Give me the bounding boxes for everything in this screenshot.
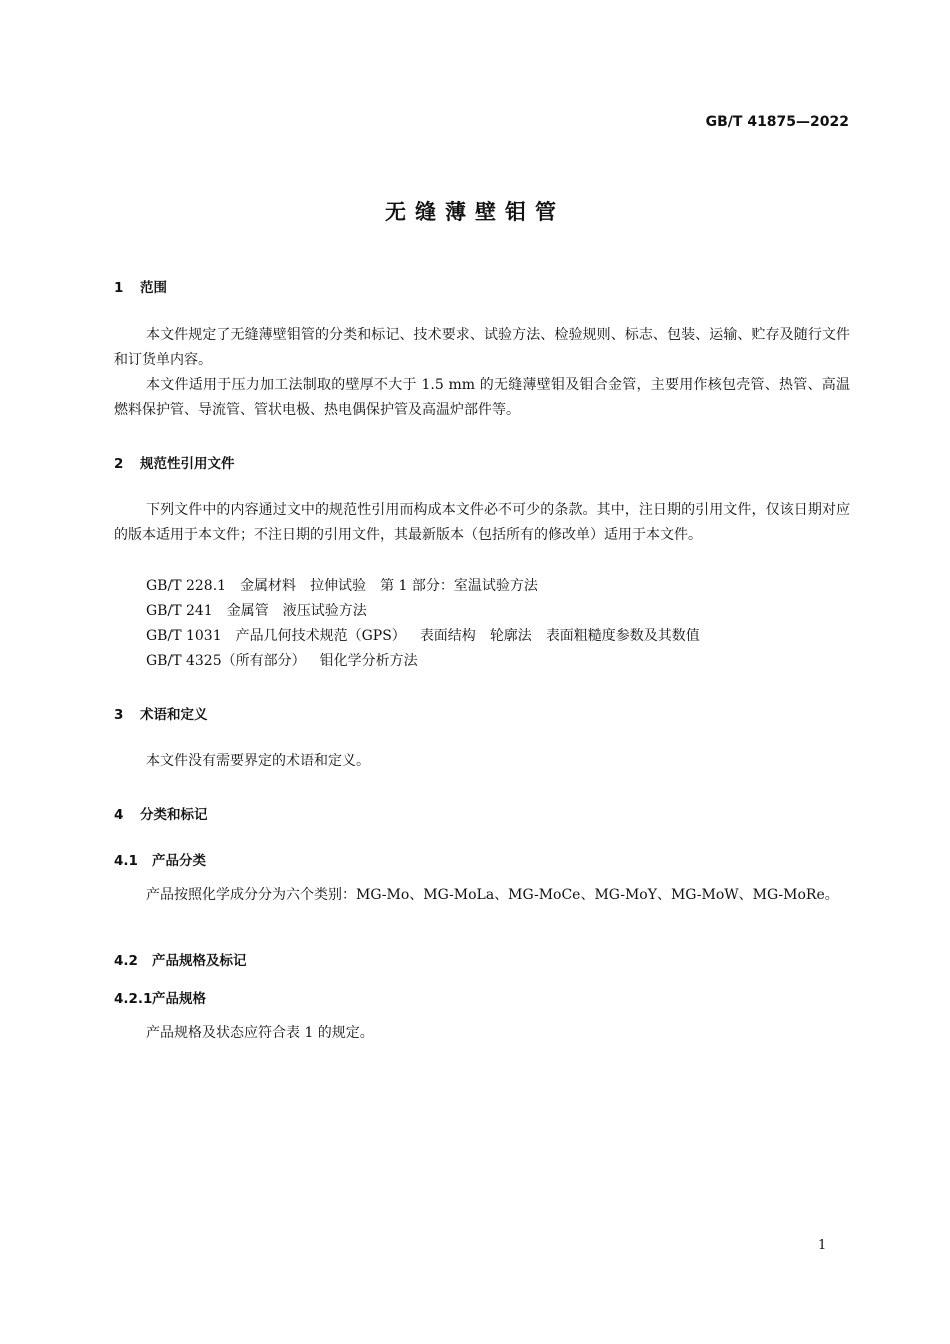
reference-title-part: 轮廓法	[489, 628, 532, 644]
section-4-2-heading	[114, 949, 247, 969]
section-number: 1	[114, 280, 124, 296]
section-4-1-paragraph-1: 产品按照化学成分分为六个类别：MG-Mo、MG-MoLa、MG-MoCe、MG-MoY、MG-MoW、MG-MoRe。	[146, 887, 839, 903]
section-title: 规范性引用文件	[140, 456, 235, 472]
section-1-paragraph-1: 本文件规定了无缝薄壁钼管的分类和标记、技术要求、试验方法、检验规则、标志、包装、运输、贮存及随行文件和订货单内容。	[114, 327, 850, 368]
reference-item	[146, 624, 700, 649]
reference-code: GB/T 4325（所有部分）	[146, 653, 306, 669]
section-1-heading	[114, 276, 167, 296]
section-number: 2	[114, 456, 124, 472]
reference-code: GB/T 228.1	[146, 578, 227, 594]
section-2-heading	[114, 452, 235, 472]
section-title: 术语和定义	[140, 707, 208, 723]
reference-title-part: 金属材料	[240, 578, 297, 594]
section-4-2-1-heading	[114, 987, 206, 1007]
section-title: 产品规格及标记	[152, 953, 247, 969]
reference-title-part: 钼化学分析方法	[319, 653, 418, 669]
section-title: 分类和标记	[140, 807, 208, 823]
reference-title-part: 第 1 部分：室温试验方法	[380, 578, 538, 594]
section-2-paragraph-1: 下列文件中的内容通过文中的规范性引用而构成本文件必不可少的条款。其中，注日期的引用文件，仅该日期对应的版本适用于本文件；不注日期的引用文件，其最新版本（包括所有的修改单）适用于本文件。	[114, 502, 850, 543]
page-number: 1	[818, 1238, 827, 1253]
section-number: 4.2.1	[114, 991, 153, 1007]
standard-number: GB/T 41875—2022	[705, 114, 849, 130]
section-1-paragraph-2: 本文件适用于压力加工法制取的壁厚不大于 1.5 mm 的无缝薄壁钼及钼合金管，主要用作核包壳管、热管、高温燃料保护管、导流管、管状电极、热电偶保护管及高温炉部件等。	[114, 377, 850, 418]
section-3-paragraph-1: 本文件没有需要界定的术语和定义。	[146, 753, 370, 769]
reference-code: GB/T 241	[146, 603, 213, 619]
reference-title-part: 产品几何技术规范（GPS）	[235, 628, 406, 644]
section-number: 4	[114, 807, 124, 823]
reference-code: GB/T 1031	[146, 628, 222, 644]
section-4-1-heading	[114, 849, 206, 869]
reference-title-part: 液压试验方法	[282, 603, 367, 619]
reference-title-part: 表面结构	[419, 628, 476, 644]
reference-title-part: 表面粗糙度参数及其数值	[545, 628, 700, 644]
reference-item	[146, 599, 367, 624]
section-4-heading	[114, 803, 208, 823]
document-title: 无缝薄壁钼管	[385, 200, 565, 224]
section-number: 3	[114, 707, 124, 723]
reference-title-part: 拉伸试验	[310, 578, 367, 594]
reference-title-part: 金属管	[226, 603, 269, 619]
section-number: 4.2	[114, 953, 138, 969]
reference-item	[146, 574, 538, 599]
section-title: 范围	[140, 280, 167, 296]
section-4-2-1-paragraph-1: 产品规格及状态应符合表 1 的规定。	[146, 1025, 374, 1041]
section-title: 产品规格	[152, 991, 206, 1007]
section-number: 4.1	[114, 853, 138, 869]
section-title: 产品分类	[152, 853, 206, 869]
section-3-heading	[114, 703, 208, 723]
reference-item	[146, 649, 418, 674]
